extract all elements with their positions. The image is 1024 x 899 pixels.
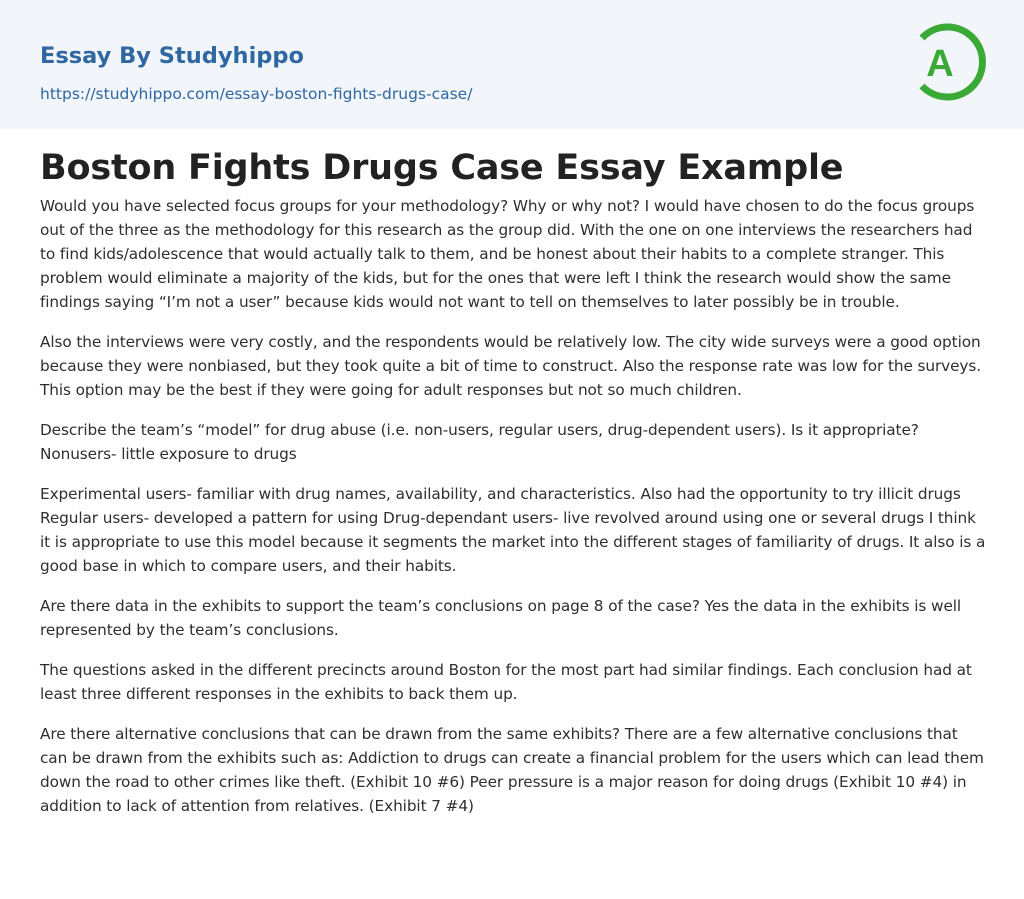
article-body <box>40 194 986 818</box>
paragraph: Experimental users- familiar with drug names, availability, and characteristics. Also had the opportunity to try illicit drugs Regular users- developed a pattern for using Drug-dependant users- live revolved around using one or several drugs I think it is appropriate to use this model because it segments the market into the different stages of familiarity of drugs. It also is a good base in which to compare users, and their habits. <box>40 485 986 575</box>
paragraph: Are there data in the exhibits to support the team’s conclusions on page 8 of the case? Yes the data in the exhibits is well represented by the team’s conclusions. <box>40 597 962 639</box>
page-title: Boston Fights Drugs Case Essay Example <box>40 148 844 188</box>
studyhippo-logo-icon[interactable] <box>912 18 988 106</box>
logo-letter: A <box>926 43 954 85</box>
site-header <box>0 0 1024 129</box>
site-brand[interactable]: Essay By Studyhippo <box>40 43 304 69</box>
article <box>0 129 1024 818</box>
paragraph: The questions asked in the different precincts around Boston for the most part had similar findings. Each conclusion had at least three different responses in the exhibits to back them up. <box>40 661 972 703</box>
paragraph: Would you have selected focus groups for your methodology? Why or why not? I would have chosen to do the focus groups out of the three as the methodology for this research as the group did. With the one on one interviews the researchers had to find kids/adolescence that would actually talk to them, and be honest about their habits to a complete stranger. This problem would eliminate a majority of the kids, but for the ones that were left I think the research would show the same findings saying “I’m not a user” because kids would not want to tell on themselves to later possibly be in trouble. <box>40 197 975 311</box>
essay-url-link[interactable]: https://studyhippo.com/essay-boston-fights-drugs-case/ <box>40 85 473 103</box>
paragraph: Describe the team’s “model” for drug abuse (i.e. non-users, regular users, drug-dependent users). Is it appropriate? Nonusers- little exposure to drugs <box>40 421 919 463</box>
paragraph: Are there alternative conclusions that can be drawn from the same exhibits? There are a few alternative conclusions that can be drawn from the exhibits such as: Addiction to drugs can create a financial problem for the users which can lead them down the road to other crimes like theft. (Exhibit 10 #6) Peer pressure is a major reason for doing drugs (Exhibit 10 #4) in addition to lack of attention from relatives. (Exhibit 7 #4) <box>40 725 984 815</box>
paragraph: Also the interviews were very costly, and the respondents would be relatively low. The city wide surveys were a good option because they were nonbiased, but they took quite a bit of time to construct. Also the response rate was low for the surveys. This option may be the best if they were going for adult responses but not so much children. <box>40 333 982 399</box>
